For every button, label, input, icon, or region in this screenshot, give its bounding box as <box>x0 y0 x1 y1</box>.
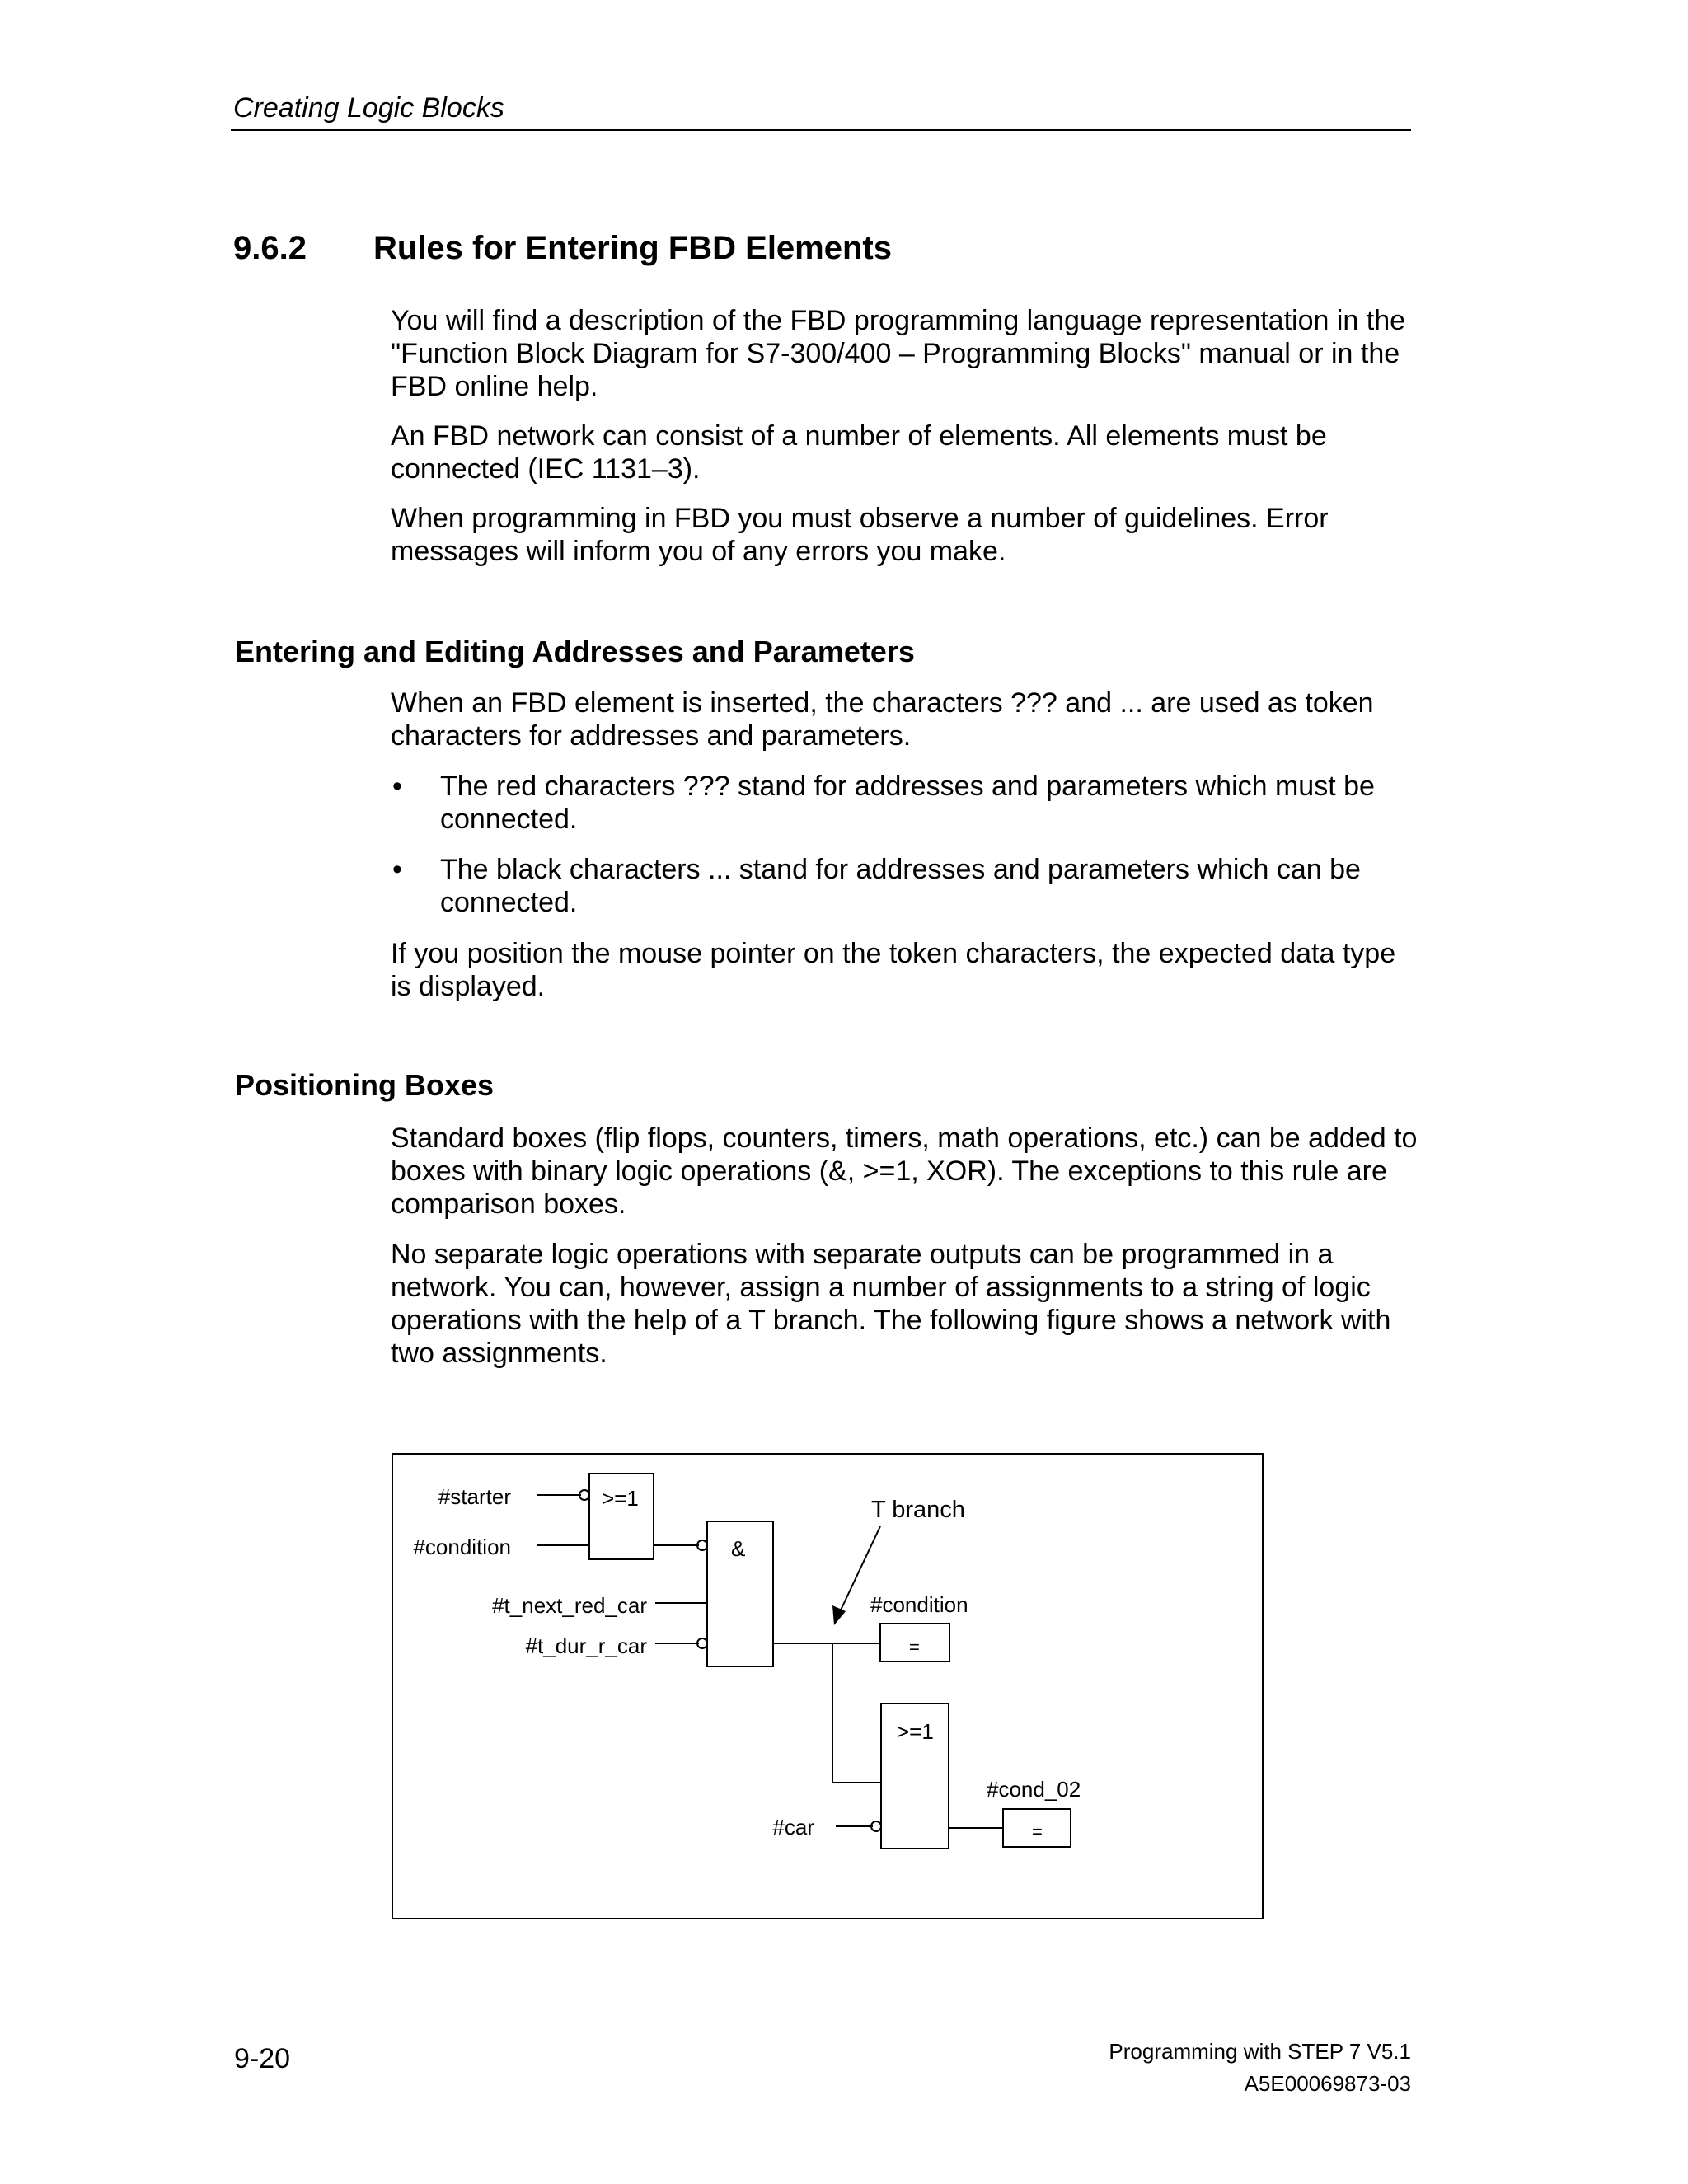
section-title: Rules for Entering FBD Elements <box>373 230 892 266</box>
bullet-marker: • <box>392 854 402 885</box>
positioning-paragraph-2: No separate logic operations with separate outputs can be programmed in a network. You can, however, assign a number of assignments to a string of logic operations with the help of a T branch. The following figure shows a network with two assignments. <box>391 1239 1391 1369</box>
subsection-heading-positioning: Positioning Boxes <box>235 1068 495 1102</box>
label-starter: #starter <box>438 1484 511 1509</box>
arrowhead <box>832 1605 846 1625</box>
label-car: #car <box>772 1815 814 1840</box>
bullet-item-2: The black characters ... stand for addresses and parameters which can be connected. <box>440 854 1361 918</box>
bullet-item-1: The red characters ??? stand for addresses and parameters which must be connected. <box>440 771 1375 835</box>
running-header: Creating Logic Blocks <box>233 92 504 124</box>
t-branch-label: T branch <box>871 1497 965 1523</box>
positioning-paragraph-1: Standard boxes (flip flops, counters, timers, math operations, etc.) can be added to boxes with binary logic operations (&, >=1, XOR). The exceptions to this rule are comparison boxes. <box>391 1122 1418 1220</box>
footer-manual-title: Programming with STEP 7 V5.1 <box>1109 2039 1411 2064</box>
and-box-label: & <box>731 1536 746 1561</box>
figure-frame <box>392 1454 1263 1919</box>
label-next-red-car: #t_next_red_car <box>492 1593 647 1618</box>
or-box-2-label: >=1 <box>897 1719 934 1744</box>
addresses-paragraph-2: If you position the mouse pointer on the token characters, the expected data type is displayed. <box>391 938 1396 1002</box>
page-number: 9-20 <box>234 2043 291 2074</box>
intro-paragraph-3: When programming in FBD you must observe a number of guidelines. Error messages will inform you of any errors you make. <box>391 503 1329 567</box>
subsection-heading-addresses: Entering and Editing Addresses and Parameters <box>235 635 915 668</box>
assign-1-label: = <box>909 1637 920 1657</box>
intro-paragraph-1: You will find a description of the FBD programming language representation in the "Function Block Diagram for S7-300/400 – Programming Blocks" manual or in the FBD online help. <box>391 305 1406 402</box>
intro-paragraph-2: An FBD network can consist of a number of elements. All elements must be connected (IEC 1131–3). <box>391 420 1327 485</box>
assign-2-label: = <box>1032 1821 1043 1842</box>
footer-order-number: A5E00069873-03 <box>1244 2071 1411 2096</box>
label-condition-in: #condition <box>413 1535 511 1559</box>
bullet-marker: • <box>392 771 402 802</box>
label-condition-out: #condition <box>870 1592 968 1617</box>
addresses-paragraph-1: When an FBD element is inserted, the characters ??? and ... are used as token characters for addresses and parameters. <box>391 687 1374 752</box>
label-cond-02: #cond_02 <box>987 1777 1081 1802</box>
or-box-1-label: >=1 <box>602 1486 639 1511</box>
section-number: 9.6.2 <box>233 230 307 266</box>
label-dur-r-car: #t_dur_r_car <box>525 1633 647 1658</box>
